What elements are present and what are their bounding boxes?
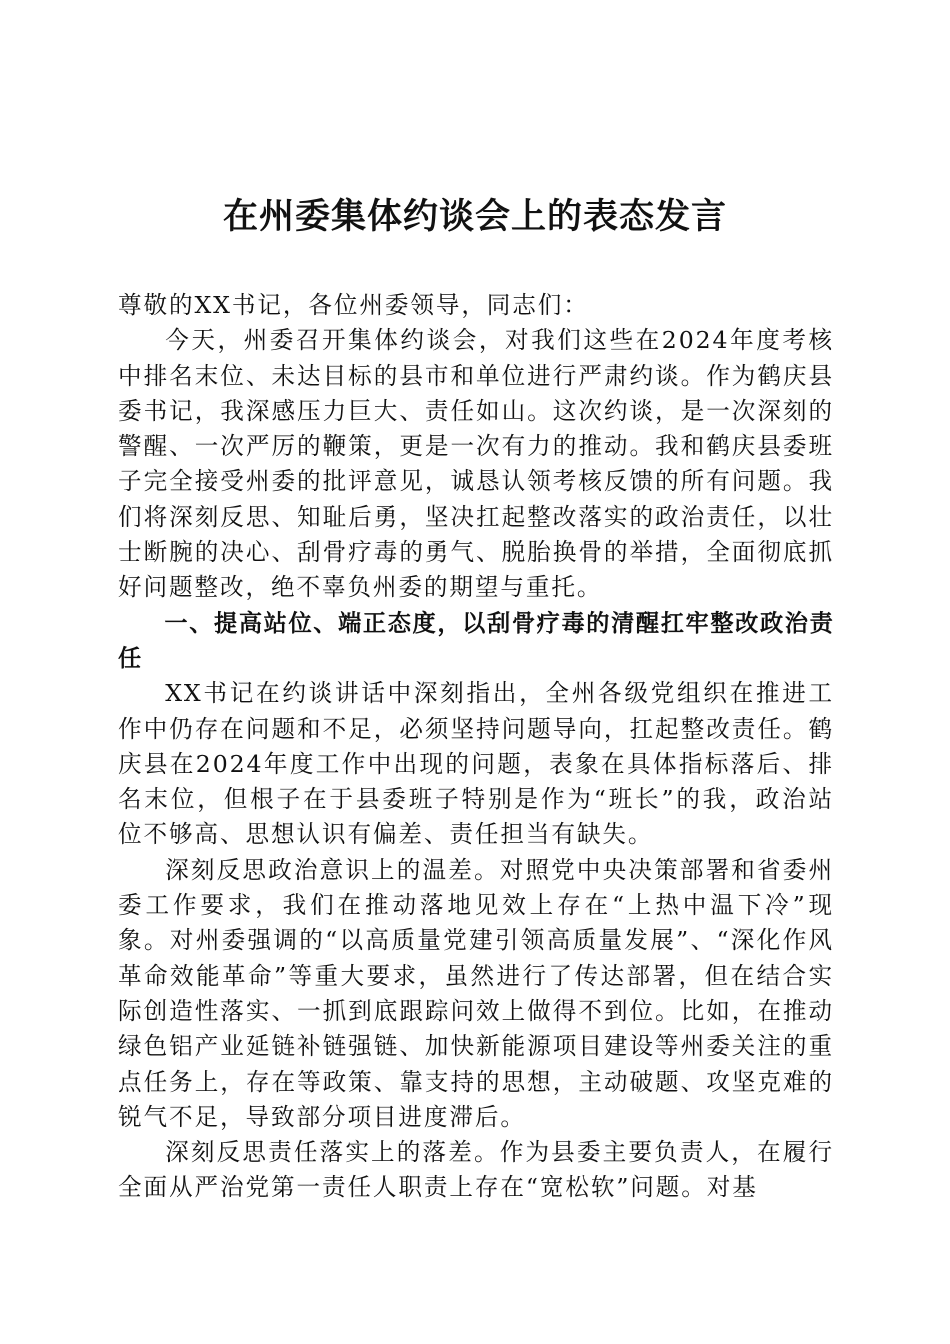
section-heading-1: 一、提高站位、端正态度，以刮骨疗毒的清醒扛牢整改政治责任 [118,609,834,672]
paragraph-intro: 今天，州委召开集体约谈会，对我们这些在2024年度考核中排名末位、未达目标的县市和单位进行严肃约谈。作为鹤庆县委书记，我深感压力巨大、责任如山。这次约谈，是一次深刻的警醒、一次严厉的鞭策，更是一次有力的推动。我和鹤庆县委班子完全接受州委的批评意见，诚恳认领考核反馈的所有问题。我们将深刻反思、知耻后勇，坚决扛起整改落实的政治责任，以壮士断腕的决心、刮骨疗毒的勇气、脱胎换骨的举措，全面彻底抓好问题整改，绝不辜负州委的期望与重托。 [118,326,834,602]
paragraph-section1-c: 深刻反思责任落实上的落差。作为县委主要负责人，在履行全面从严治党第一责任人职责上存在“宽松软”问题。对基 [118,1138,834,1202]
salutation: 尊敬的XX书记，各位州委领导，同志们： [118,291,589,319]
paragraph-section1-b: 深刻反思政治意识上的温差。对照党中央决策部署和省委州委工作要求，我们在推动落地见效上存在“上热中温下冷”现象。对州委强调的“以高质量党建引领高质量发展”、“深化作风革命效能革命”等重大要求，虽然进行了传达部署，但在结合实际创造性落实、一抓到底跟踪问效上做得不到位。比如，在推动绿色铝产业延链补链强链、加快新能源项目建设等州委关注的重点任务上，存在等政策、靠支持的思想，主动破题、攻坚克难的锐气不足，导致部分项目进度滞后。 [118,855,834,1131]
document-body [118,288,834,1206]
document-title: 在州委集体约谈会上的表态发言 [222,196,727,237]
paragraph-section1-a: XX书记在约谈讲话中深刻指出，全州各级党组织在推进工作中仍存在问题和不足，必须坚持问题导向，扛起整改责任。鹤庆县在2024年度工作中出现的问题，表象在具体指标落后、排名末位，但根子在于县委班子特别是作为“班长”的我，政治站位不够高、思想认识有偏差、责任担当有缺失。 [118,679,834,849]
